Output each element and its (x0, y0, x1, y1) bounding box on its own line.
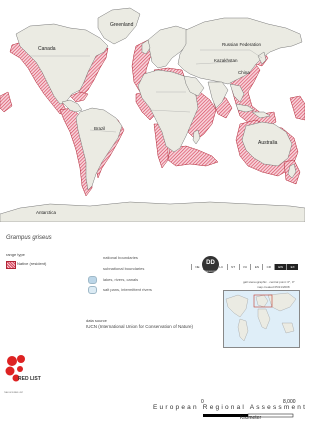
projection-text: gall stereographic · central point: 0°, 0° (243, 280, 295, 284)
label-kazakhstan: Kazakhstan (214, 58, 238, 63)
native-label: Native (resident) (17, 261, 47, 266)
world-map (0, 0, 305, 222)
category-vu: VU (239, 264, 251, 270)
scale-start: 0 (201, 399, 204, 405)
label-antarctica: Antarctica (36, 210, 57, 215)
category-nt: NT (227, 264, 239, 270)
red-list-logo-text: RED LIST (18, 376, 41, 382)
red-list-logo-subtext: THE IUCN RED LIST (4, 392, 24, 394)
subnational-boundaries-label: subnational boundaries (103, 266, 145, 271)
national-boundaries-label: national boundaries (103, 255, 138, 260)
legend-panel (0, 222, 308, 421)
label-greenland: Greenland (110, 22, 134, 28)
label-russia: Russian Federation (222, 42, 262, 47)
red-list-logo-mark (4, 353, 34, 397)
category-ex: EX (286, 264, 298, 270)
category-cr: CR (262, 264, 274, 270)
salt-pans-symbol (88, 286, 97, 294)
data-source-label: data source (86, 318, 107, 323)
scale-unit: Kilometer (240, 415, 262, 421)
footer-title: European Regional Assessment (153, 404, 308, 411)
label-australia: Australia (258, 140, 278, 146)
scale-end: 8,000 (283, 399, 296, 405)
category-lc: LC (215, 264, 227, 270)
category-ew: EW (274, 264, 286, 270)
inset-map-svg (224, 291, 299, 347)
label-canada: Canada (38, 46, 56, 52)
label-brazil: Brazil (94, 126, 106, 131)
label-china: China (238, 70, 250, 75)
lakes-symbol (88, 276, 97, 284)
world-map-svg (0, 0, 305, 222)
lakes-label: lakes, rivers, canals (103, 277, 139, 282)
data-source-text: IUCN (International Union for Conservation of Nature) (86, 324, 194, 329)
inset-map (223, 290, 300, 348)
native-swatch (6, 261, 16, 269)
map-created-text: map created 05/21/2008 (257, 285, 290, 289)
salt-pans-label: salt pans, intermittent rivers (103, 287, 152, 292)
species-name: Grampus griseus (6, 235, 52, 241)
range-type-label: range type (6, 252, 25, 257)
status-circle-subtext: DATA DEFICIENT (203, 271, 218, 273)
red-list-logo (4, 353, 41, 397)
category-ne: NE (191, 264, 203, 270)
category-en: EN (250, 264, 262, 270)
status-circle-text: DD (206, 260, 215, 266)
